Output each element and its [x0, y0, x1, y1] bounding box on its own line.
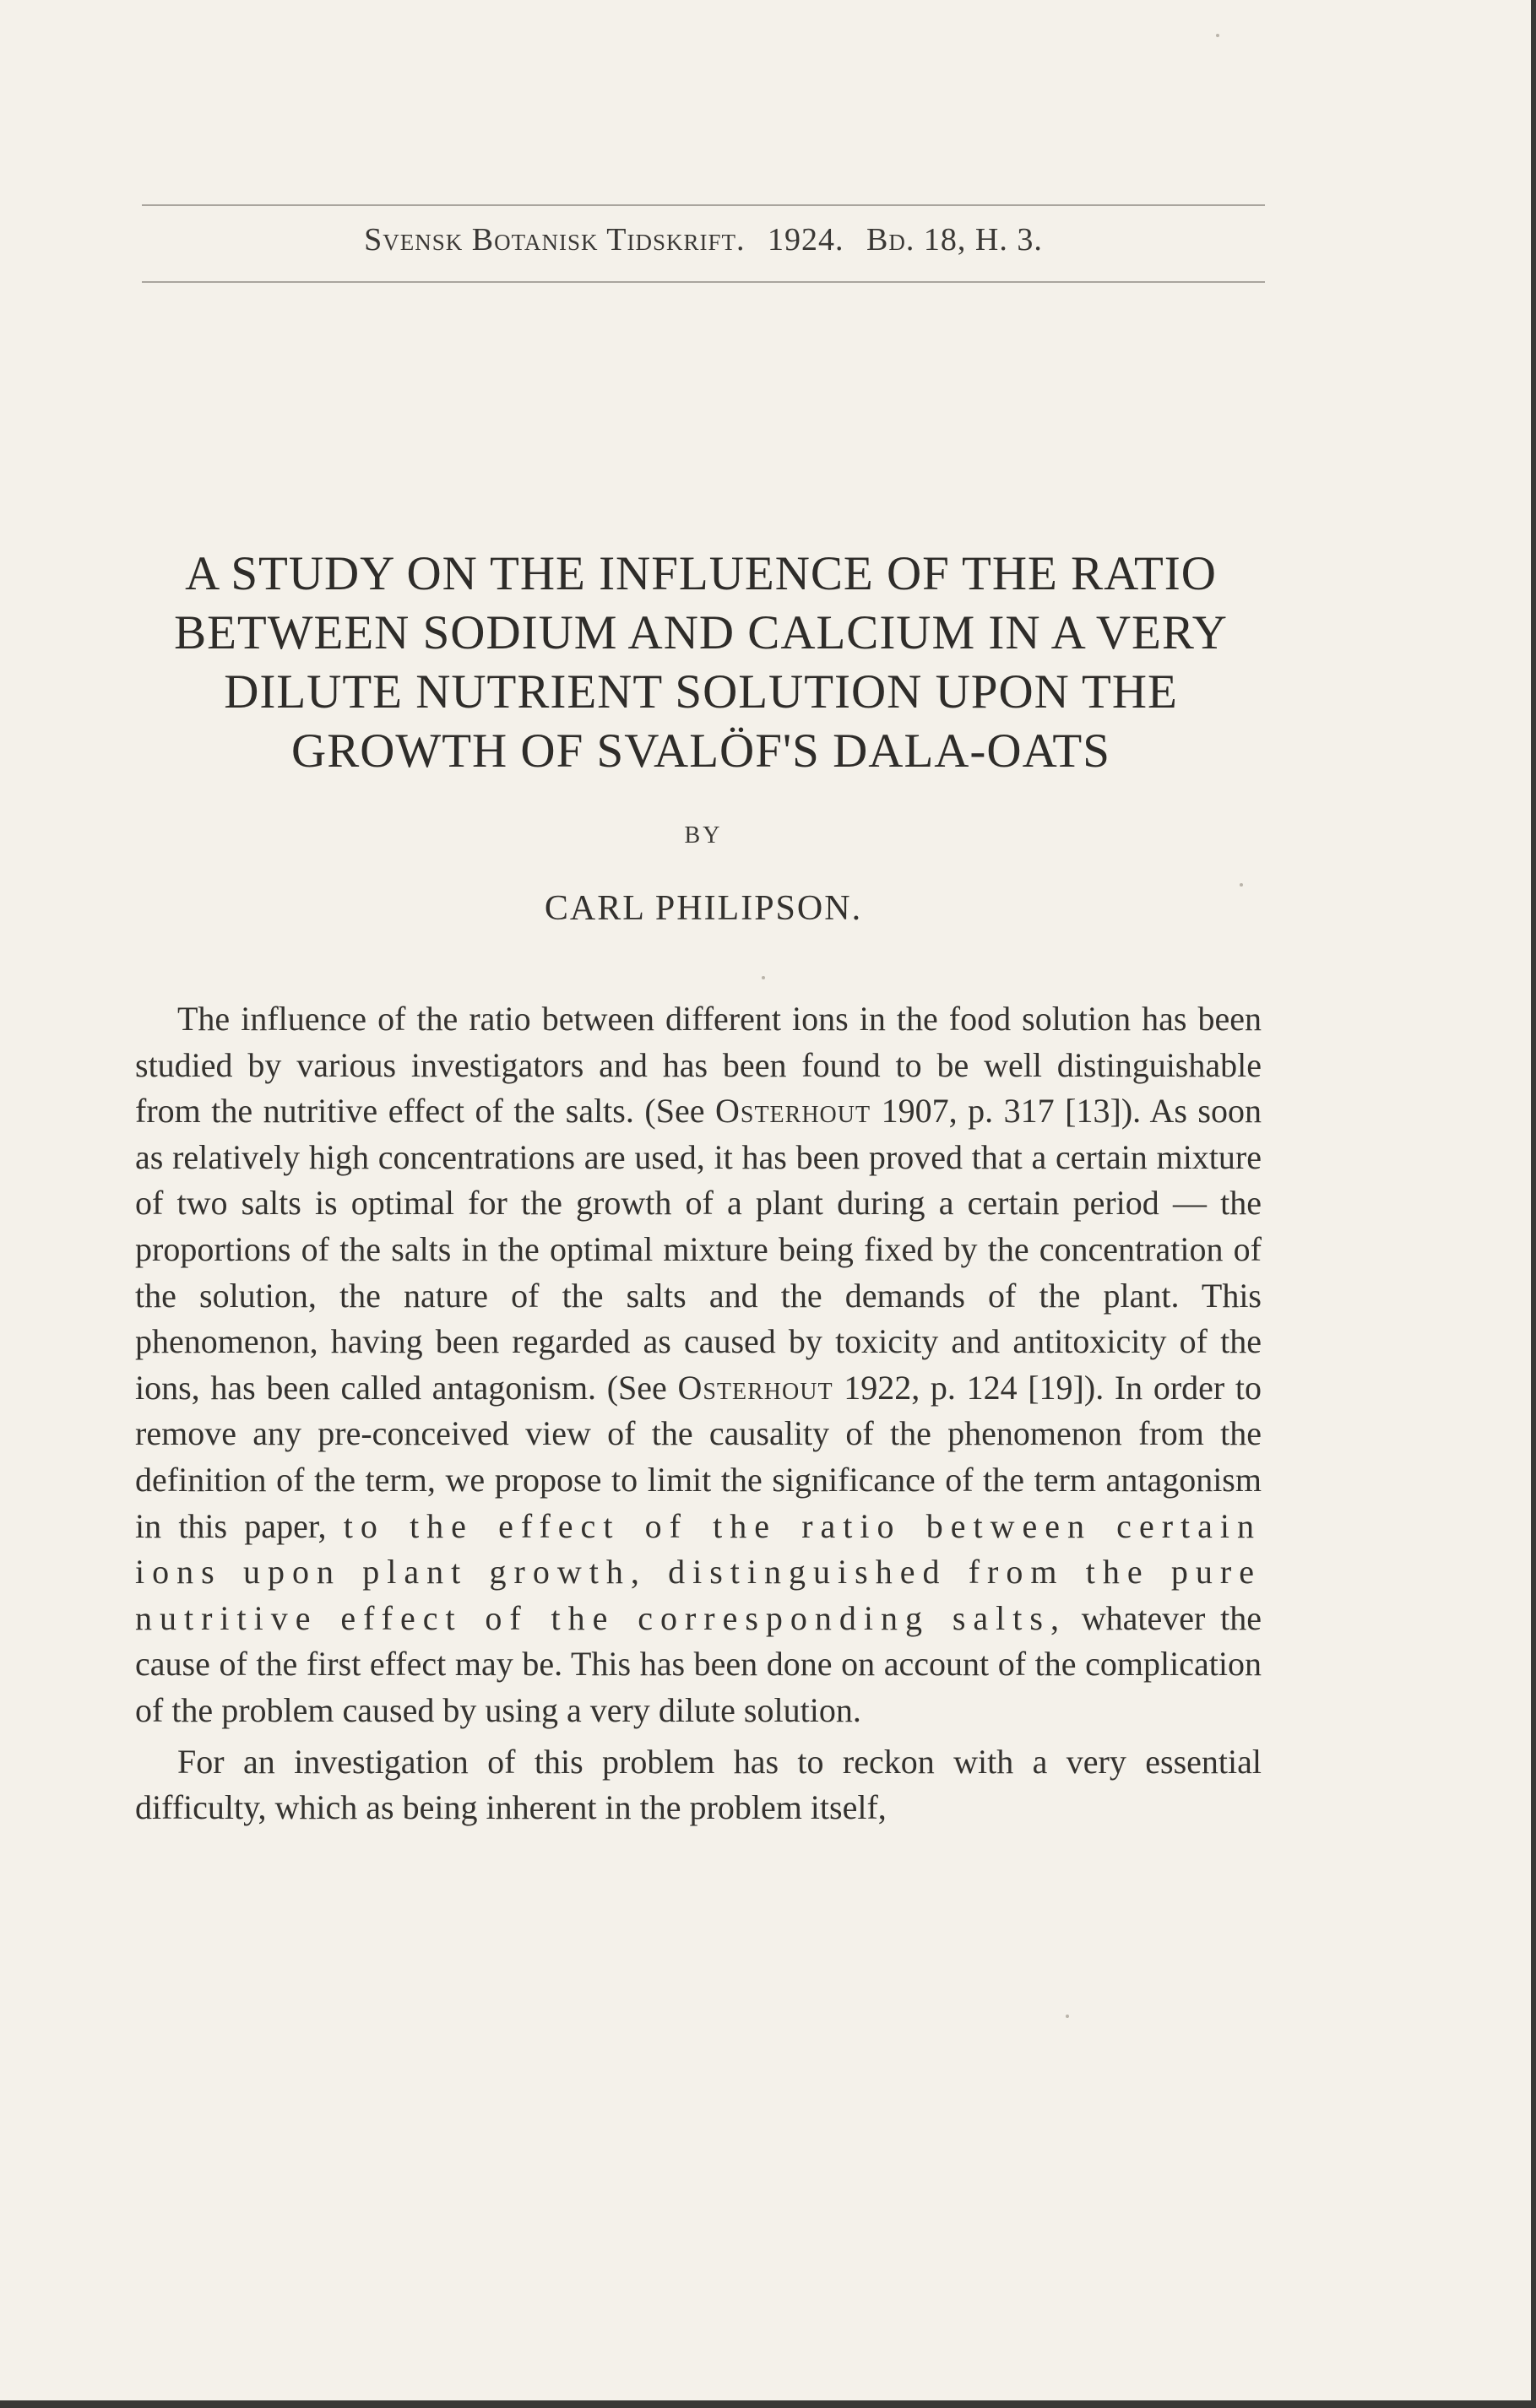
paragraph-1 [135, 996, 1262, 1734]
paper-speck [1216, 34, 1219, 37]
citation-author: Osterhout [714, 1092, 871, 1131]
byline-by: BY [684, 822, 723, 849]
title-line: GROWTH OF SVALÖF'S DALA-OATS [291, 724, 1110, 778]
paragraph-text: 1922, p. 124 [19]). In order to remove any pre-conceived view of the causality of the phenomenon from the definition of the term, we propose to limit the significance of the term antagonism in this paper, [135, 1368, 1262, 1545]
paragraph-2: For an investigation of this problem has to reckon with a very essential difficulty, which as being inherent in the problem itself, [135, 1742, 1262, 1827]
title-line: BETWEEN SODIUM AND CALCIUM IN A VERY [174, 606, 1228, 659]
paper-speck [1066, 2015, 1069, 2018]
title-line: A STUDY ON THE INFLUENCE OF THE RATIO [185, 547, 1217, 600]
article-title [101, 545, 1300, 781]
paper-speck [1240, 883, 1243, 887]
article-body [135, 996, 1262, 1831]
running-head [142, 221, 1265, 258]
author-name: CARL PHILIPSON. [544, 889, 863, 928]
header-rule-top [142, 204, 1265, 206]
paragraph-text: The influence of the ratio between different ions in the food solution has been studied by various investigators and has been found to be well distinguishable from the nutritive effect of the salts. (See [135, 1000, 1262, 1131]
paragraph-text: whatever the cause of the first effect may be. This has been done on account of the complication of the problem caused by using a very dilute solution. [135, 1598, 1262, 1729]
header-rule-bottom [142, 281, 1265, 283]
paragraph-text: 1907, p. 317 [13]). As soon as relatively high concentrations are used, it has been proved that a certain mixture of two salts is optimal for the growth of a plant during a certain period — the proportions of the salts in the optimal mixture being fixed by the concentration of the solution, the nature of the salts and the demands of the plant. This phenomenon, having been regarded as caused by toxicity and antitoxicity of the ions, has been called antagonism. (See [135, 1092, 1262, 1407]
title-line: DILUTE NUTRIENT SOLUTION UPON THE [224, 665, 1178, 719]
citation-author: Osterhout [677, 1368, 833, 1407]
paper-speck [762, 976, 765, 979]
journal-year: 1924. [768, 222, 844, 258]
journal-volume: Bd. 18, H. 3. [866, 222, 1043, 258]
journal-name: Svensk Botanisk Tidskrift. [364, 222, 746, 258]
emphasized-definition: to the effect of the ratio between certain ions upon plant growth, distinguished from the pure nutritive effect of the corresponding salts, [135, 1506, 1262, 1637]
